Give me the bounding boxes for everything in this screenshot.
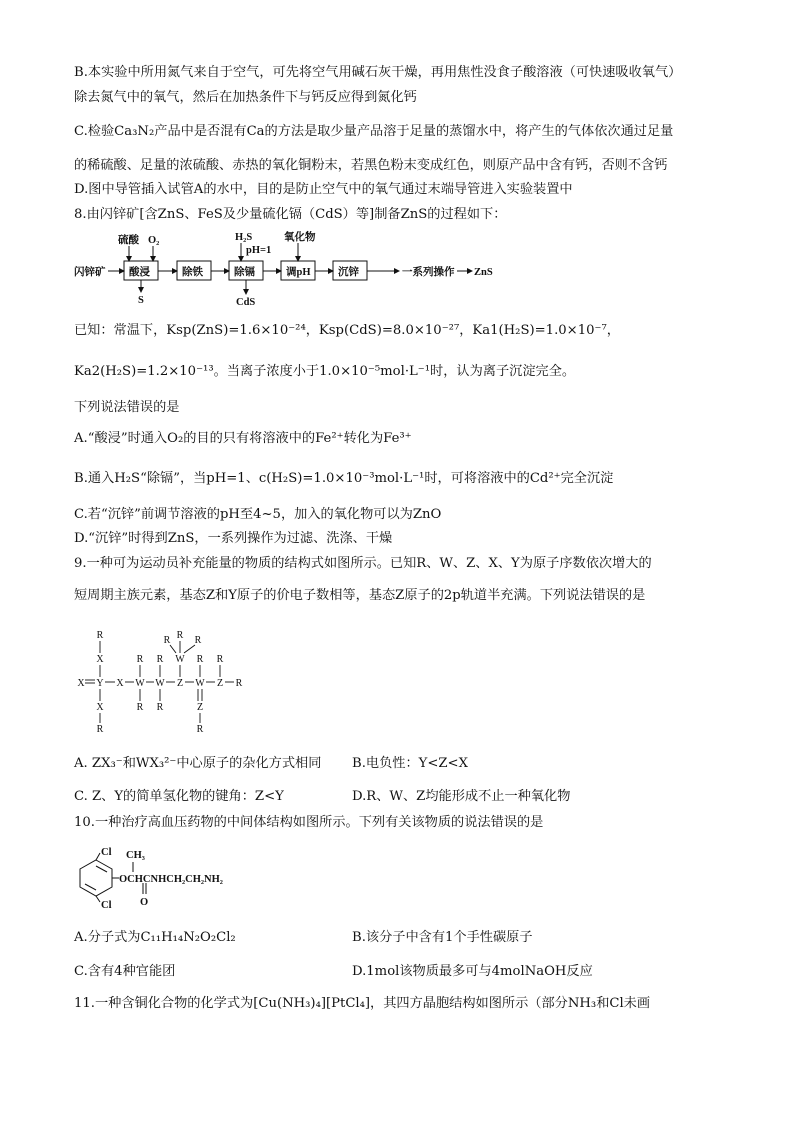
flow-start-label: 闪锌矿 [74, 267, 106, 278]
svg-text:Z: Z [196, 702, 204, 713]
flow-box-remove-iron: 除铁 [182, 267, 203, 278]
svg-text:R: R [136, 654, 144, 665]
svg-text:R: R [216, 654, 224, 665]
svg-text:W: W [195, 678, 205, 689]
q10-stem: 10.一种治疗高血压药物的中间体结构如图所示。下列有关该物质的说法错误的是 [74, 815, 544, 830]
q9-option-a: A. ZX₃⁻和WX₃²⁻中心原子的杂化方式相同 [74, 756, 322, 771]
q10-chain: OCHCNHCH₂CH₂NH₂ [119, 874, 223, 885]
q10-ch3: CH₃ [126, 850, 145, 861]
q7-option-d: D.图中导管插入试管A的水中，目的是防止空气中的氧气通过末端导管进入实验装置中 [74, 182, 573, 197]
svg-text:R: R [194, 635, 202, 646]
svg-text:X: X [96, 702, 104, 713]
q8-option-c: C.若“沉锌”前调节溶液的pH至4~5，加入的氧化物可以为ZnO [74, 507, 442, 522]
flow-box-remove-cadmium: 除镉 [234, 267, 255, 278]
q7-option-c-line2: 的稀硫酸、足量的浓硫酸、赤热的氧化铜粉末，若黑色粉末变成红色，则原产品中含有钙，否则不含钙 [74, 158, 668, 173]
flow-output-cds: CdS [236, 297, 256, 308]
svg-text:R: R [96, 724, 104, 734]
q7-option-b-line2: 除去氮气中的氧气，然后在加热条件下与钙反应得到氮化钙 [74, 90, 417, 105]
flow-box-adjust-ph: 调pH [286, 267, 311, 278]
q8-known-line1: 已知：常温下，Ksp(ZnS)=1.6×10⁻²⁴，Ksp(CdS)=8.0×10⁻²⁷，Ka1(H₂S)=1.0×10⁻⁷， [74, 323, 620, 338]
q9-option-c: C. Z、Y的简单氢化物的键角：Z<Y [74, 789, 284, 804]
q9-structure-diagram [74, 626, 254, 734]
q8-known-line2: Ka2(H₂S)=1.2×10⁻¹³。当离子浓度小于1.0×10⁻⁵mol·L⁻¹时，认为离子沉淀完全。 [74, 364, 576, 379]
flow-input-oxide: 氧化物 [284, 232, 316, 243]
q10-cl-top: Cl [101, 847, 112, 858]
flow-input-h2s: H₂S [235, 232, 253, 243]
q10-option-b: B.该分子中含有1个手性碳原子 [352, 930, 533, 945]
flow-tail-label: 一系列操作 [402, 267, 455, 278]
svg-text:Z: Z [216, 678, 224, 689]
svg-text:R: R [196, 654, 204, 665]
flow-input-ph: pH=1 [246, 245, 272, 256]
q10-option-a: A.分子式为C₁₁H₁₄N₂O₂Cl₂ [74, 930, 236, 945]
svg-text:W: W [155, 678, 165, 689]
q8-option-a: A.“酸浸”时通入O₂的目的只有将溶液中的Fe²⁺转化为Fe³⁺ [74, 431, 412, 446]
svg-text:Z: Z [176, 678, 184, 689]
q7-option-b-line1: B.本实验中所用氮气来自于空气，可先将空气用碱石灰干燥，再用焦性没食子酸溶液（可快速吸收氧气） [74, 65, 682, 80]
q8-flow-diagram [74, 226, 514, 312]
q7-option-c-line1: C.检验Ca₃N₂产品中是否混有Ca的方法是取少量产品溶于足量的蒸馏水中，将产生的气体依次通过足量 [74, 124, 674, 139]
svg-text:W: W [175, 654, 185, 665]
q8-option-d: D.“沉锌”时得到ZnS，一系列操作为过滤、洗涤、干燥 [74, 531, 393, 546]
svg-text:R: R [156, 702, 164, 713]
flow-input-o2: O₂ [148, 235, 160, 246]
flow-end-label: ZnS [474, 267, 493, 278]
q10-o: O [140, 897, 149, 908]
q9-option-d: D.R、W、Z均能形成不止一种氧化物 [352, 789, 571, 804]
q10-option-c: C.含有4种官能团 [74, 964, 176, 979]
flow-box-precipitate-zinc: 沉锌 [338, 267, 359, 278]
svg-text:R: R [176, 630, 184, 641]
svg-text:X: X [96, 654, 104, 665]
q9-option-b: B.电负性：Y<Z<X [352, 756, 468, 771]
q8-question: 下列说法错误的是 [74, 400, 180, 415]
q9-stem-line2: 短周期主族元素，基态Z和Y原子的价电子数相等，基态Z原子的2p轨道半充满。下列说法错误的是 [74, 588, 646, 603]
svg-text:R: R [136, 702, 144, 713]
flow-box-acid-leach: 酸浸 [129, 267, 150, 278]
q10-structure-diagram [74, 840, 274, 912]
q10-cl-bottom: Cl [101, 900, 112, 911]
q8-option-b: B.通入H₂S“除镉”，当pH=1、c(H₂S)=1.0×10⁻³mol·L⁻¹时，可将溶液中的Cd²⁺完全沉淀 [74, 471, 614, 486]
svg-text:R: R [156, 654, 164, 665]
svg-text:R: R [235, 678, 243, 689]
flow-input-sulfuric-acid: 硫酸 [118, 235, 139, 246]
svg-text:R: R [96, 630, 104, 641]
flow-output-s: S [138, 295, 144, 306]
svg-text:X: X [77, 678, 85, 689]
q8-stem: 8.由闪锌矿[含ZnS、FeS及少量硫化镉（CdS）等]制备ZnS的过程如下： [74, 207, 507, 222]
svg-text:X: X [116, 678, 124, 689]
q10-option-d: D.1mol该物质最多可与4molNaOH反应 [352, 964, 593, 979]
q9-stem-line1: 9.一种可为运动员补充能量的物质的结构式如图所示。已知R、W、Z、X、Y为原子序数依次增大的 [74, 556, 652, 571]
svg-text:R: R [163, 635, 171, 646]
svg-text:W: W [135, 678, 145, 689]
svg-text:R: R [196, 724, 204, 734]
svg-text:Y: Y [96, 678, 104, 689]
q11-stem: 11.一种含铜化合物的化学式为[Cu(NH₃)₄][PtCl₄]，其四方晶胞结构如图所示（部分NH₃和Cl未画 [74, 996, 651, 1011]
